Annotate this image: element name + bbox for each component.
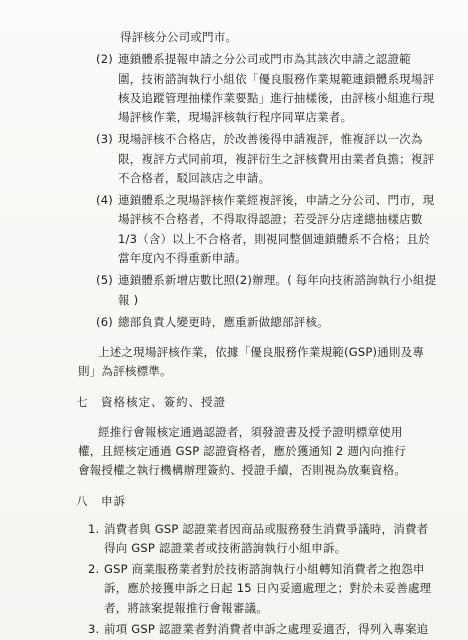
section-8-item-2-line-2: 訴，應於接獲申訴之日起 15 日內妥適處理之；對於未妥善處理 xyxy=(104,581,432,596)
standard-line-2: 則」為評核標準。 xyxy=(78,364,172,379)
section-8-item-1-number: 1. xyxy=(88,521,100,536)
top-continuation-line: 得評核分公司或門市。 xyxy=(120,30,238,44)
section-7-line-2: 權，且經核定通過 GSP 認證資格者，應於獲通知 2 週內向推行 xyxy=(78,443,406,458)
item-5-line-1: 連鎖體系新增店數比照(2)辦理。( 每年向技術諮詢執行小組提 xyxy=(118,273,437,288)
item-3-number: (3) xyxy=(96,132,113,147)
section-8-item-2-line-1: GSP 商業服務業者對於技術諮詢執行小組轉知消費者之抱怨申 xyxy=(104,562,425,577)
section-8-heading: 八 申訴 xyxy=(76,494,127,509)
item-2-number: (2) xyxy=(96,52,113,67)
item-5-number: (5) xyxy=(96,273,113,288)
section-7-line-3: 會報授權之執行機構辦理簽約、授證手續，否則視為放棄資格。 xyxy=(78,463,407,478)
item-2-line-4: 場評核作業，現場評核執行程序同單店業者。 xyxy=(118,110,353,125)
item-5-line-2: 報 ) xyxy=(118,292,139,307)
item-4-line-1: 連鎖體系之現場評核作業經複評後，申請之分公司、門市，現 xyxy=(118,193,435,208)
standard-line-1: 上述之現場評核作業，依據「優良服務作業規範(GSP)通則及專 xyxy=(98,344,425,359)
item-6-line-1: 總部負責人變更時，應重新做總部評核。 xyxy=(118,314,329,329)
section-8-item-2-line-3: 者，將該案提報推行會報審議。 xyxy=(104,600,269,615)
item-3-line-2: 限，複評方式同前項，複評衍生之評核費用由業者負擔；複評 xyxy=(118,151,435,166)
section-8-item-1-line-1: 消費者與 GSP 認證業者因商品或服務發生消費爭議時，消費者 xyxy=(104,521,429,536)
item-4-number: (4) xyxy=(96,193,113,208)
item-4-line-3: 1/3（含）以上不合格者，則視同整個連鎖體系不合格；且於 xyxy=(118,231,431,246)
section-8-item-2-number: 2. xyxy=(88,562,100,577)
item-2-line-3: 核及追蹤管理抽樣作業要點」進行抽樣後，由評核小組進行現 xyxy=(118,90,435,105)
item-2-line-2: 圍，技術諮詢執行小組依「優良服務作業規範連鎖體系現場評 xyxy=(118,71,435,86)
item-6-number: (6) xyxy=(96,314,113,329)
item-3-line-1: 現場評核不合格店，於改善後得申請複評，惟複評以一次為 xyxy=(118,132,423,147)
item-4-line-4: 當年度內不得重新申請。 xyxy=(118,250,247,265)
item-3-line-3: 不合格者，駁回該店之申請。 xyxy=(118,170,271,185)
section-8-item-1-line-2: 得向 GSP 認證業者或技術諮詢執行小組申訴。 xyxy=(104,540,347,555)
section-8-item-3-line-1: 前項 GSP 認證業者對消費者申訴之處理妥適否，得列入專案追 xyxy=(104,622,429,636)
section-7-heading: 七 資格核定、簽約、授證 xyxy=(76,395,227,410)
item-2-line-1: 連鎖體系提報申請之分公司或門市為其該次申請之認證範 xyxy=(118,52,411,67)
item-4-line-2: 場評核不合格者，不得取得認證；若受評分店達總抽樣店數 xyxy=(118,212,423,227)
section-8-item-3-number: 3. xyxy=(88,622,100,636)
section-7-line-1: 經推行會報核定通過認證者，須發證書及授予證明標章使用 xyxy=(98,424,403,439)
